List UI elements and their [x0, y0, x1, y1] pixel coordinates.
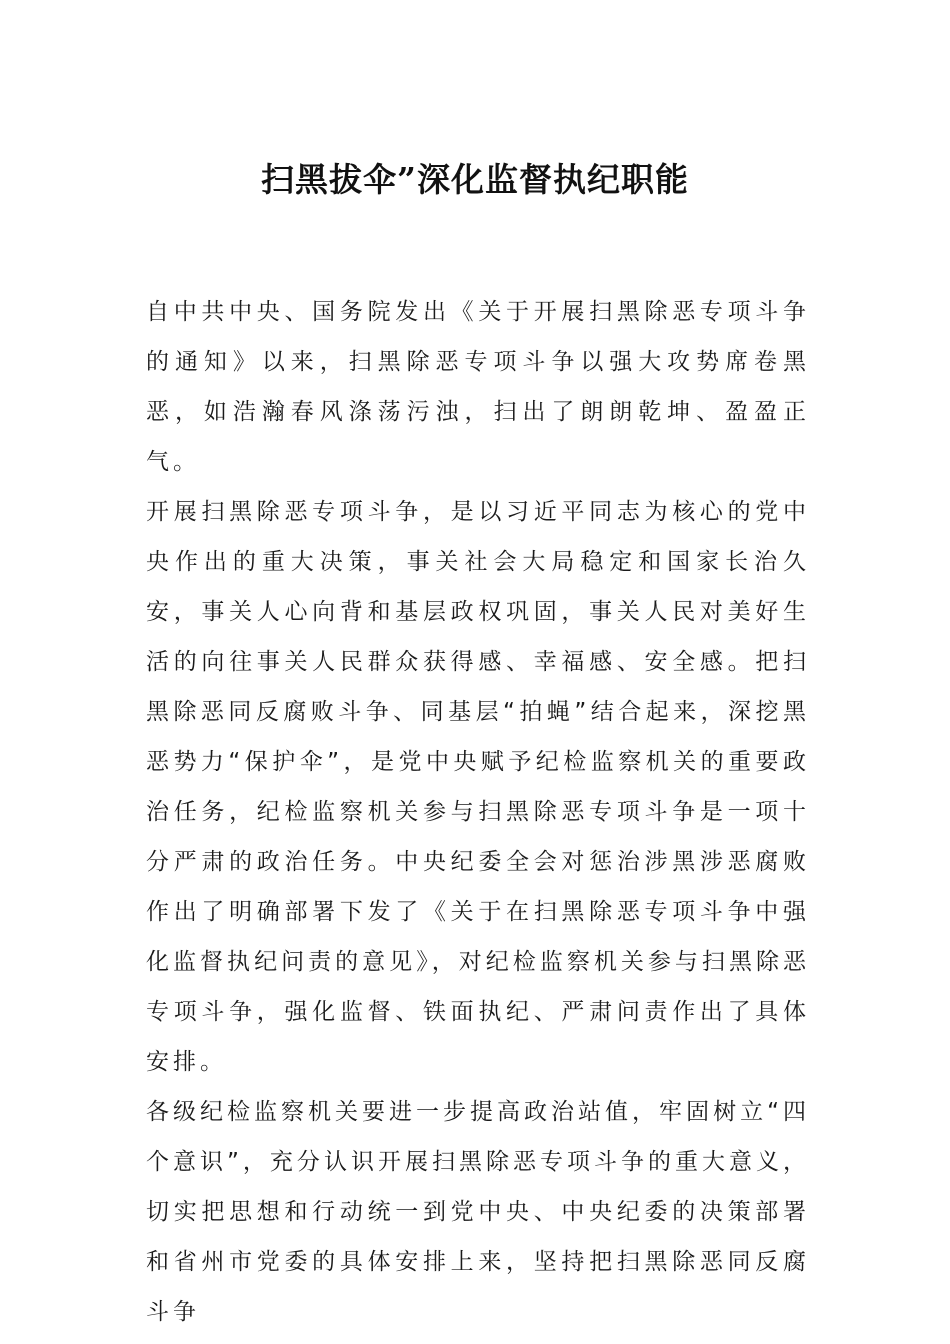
document-body: [146, 287, 810, 1337]
paragraph-1: 自中共中央、国务院发出《关于开展扫黑除恶专项斗争的通知》以来，扫黑除恶专项斗争以强大攻势席卷黑恶，如浩瀚春风涤荡污浊，扫出了朗朗乾坤、盈盈正气。: [146, 299, 810, 475]
document-title: 扫黑拔伞”深化监督执纪职能: [261, 160, 689, 199]
paragraph-3: 各级纪检监察机关要进一步提高政治站值，牢固树立“四个意识”，充分认识开展扫黑除恶专项斗争的重大意义，切实把思想和行动统一到党中央、中央纪委的决策部署和省州市党委的具体安排上来，坚持把扫黑除恶同反腐斗争: [146, 1099, 810, 1325]
paragraph-2: 开展扫黑除恶专项斗争，是以习近平同志为核心的党中央作出的重大决策，事关社会大局稳定和国家长治久安，事关人心向背和基层政权巩固，事关人民对美好生活的向往事关人民群众获得感、幸福感、安全感。把扫黑除恶同反腐败斗争、同基层“拍蝇”结合起来，深挖黑恶势力“保护伞”，是党中央赋予纪检监察机关的重要政治任务，纪检监察机关参与扫黑除恶专项斗争是一项十分严肃的政治任务。中央纪委全会对惩治涉黑涉恶腐败作出了明确部署下发了《关于在扫黑除恶专项斗争中强化监督执纪问责的意见》，对纪检监察机关参与扫黑除恶专项斗争，强化监督、铁面执纪、严肃问责作出了具体安排。: [146, 499, 810, 1075]
